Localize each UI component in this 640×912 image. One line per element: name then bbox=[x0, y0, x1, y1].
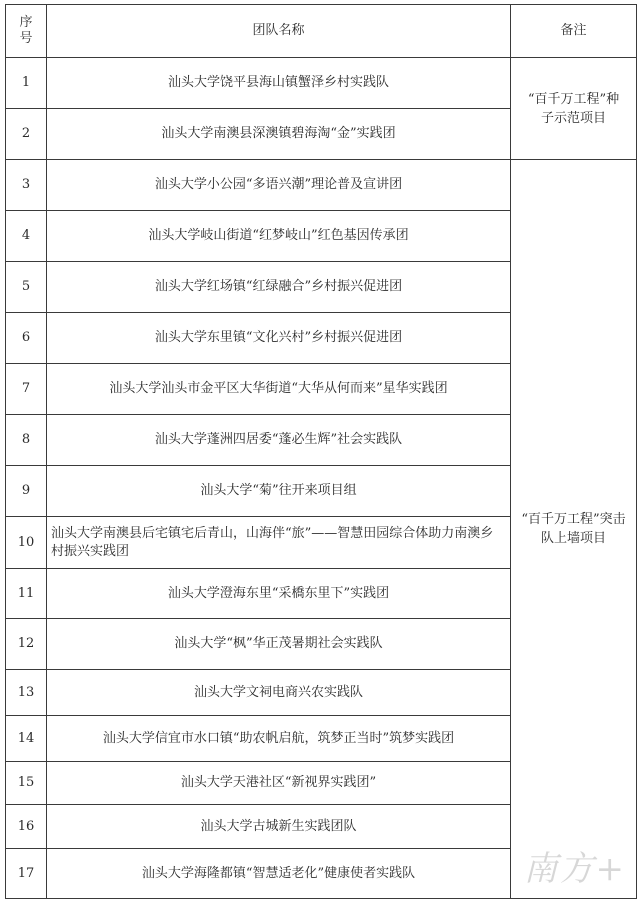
note-group-2 bbox=[511, 160, 637, 899]
note-group-1-text: “百千万工程”种子示范项目 bbox=[527, 91, 620, 126]
header-index-text: 序号 bbox=[19, 14, 33, 46]
row-team-name: 汕头大学小公园“多语兴潮”理论普及宣讲团 bbox=[47, 160, 511, 211]
row-index: 8 bbox=[6, 415, 47, 466]
note-group-2-text: “百千万工程”突击队上墙项目 bbox=[521, 512, 626, 546]
row-team-name: 汕头大学澄海东里“采橋东里下”实践团 bbox=[47, 569, 511, 619]
row-index: 15 bbox=[6, 762, 47, 805]
row-team-name: 汕头大学古城新生实践团队 bbox=[47, 805, 511, 849]
row-team-name: 汕头大学饶平县海山镇蟹泽乡村实践队 bbox=[47, 58, 511, 109]
row-index: 3 bbox=[6, 160, 47, 211]
row-index: 11 bbox=[6, 569, 47, 619]
row-index: 9 bbox=[6, 466, 47, 517]
row-team-name: 汕头大学文祠电商兴农实践队 bbox=[47, 670, 511, 716]
row-team-name: 汕头大学天港社区“新视界实践团” bbox=[47, 762, 511, 805]
row-index: 10 bbox=[6, 517, 47, 569]
row-team-name: 汕头大学“枫”华正茂暑期社会实践队 bbox=[47, 619, 511, 670]
row-index: 13 bbox=[6, 670, 47, 716]
row-team-name: 汕头大学海隆都镇“智慧适老化”健康使者实践队 bbox=[47, 849, 511, 899]
header-row bbox=[6, 5, 637, 58]
row-index: 4 bbox=[6, 211, 47, 262]
row-team-name: 汕头大学红场镇“红绿融合”乡村振兴促进团 bbox=[47, 262, 511, 313]
teams-table bbox=[5, 4, 637, 899]
row-team-name: 汕头大学南澳县深澳镇碧海淘“金”实践团 bbox=[47, 109, 511, 160]
row-team-name: 汕头大学信宜市水口镇“助农帆启航，筑梦正当时”筑梦实践团 bbox=[47, 716, 511, 762]
row-team-name: 汕头大学岐山街道“红梦岐山”红色基因传承团 bbox=[47, 211, 511, 262]
note-group-1 bbox=[511, 58, 637, 160]
table-row bbox=[6, 58, 637, 109]
row-index: 16 bbox=[6, 805, 47, 849]
table-row bbox=[6, 160, 637, 211]
row-index: 1 bbox=[6, 58, 47, 109]
row-team-name: 汕头大学汕头市金平区大华街道“大华从何而来”星华实践团 bbox=[47, 364, 511, 415]
row-index: 6 bbox=[6, 313, 47, 364]
watermark-logo: 南方+ bbox=[523, 849, 626, 889]
row-index: 5 bbox=[6, 262, 47, 313]
header-team-name: 团队名称 bbox=[47, 5, 511, 58]
row-index: 7 bbox=[6, 364, 47, 415]
row-index: 14 bbox=[6, 716, 47, 762]
row-team-name: 汕头大学东里镇“文化兴村”乡村振兴促进团 bbox=[47, 313, 511, 364]
header-index bbox=[6, 5, 47, 58]
header-note: 备注 bbox=[511, 5, 637, 58]
row-index: 2 bbox=[6, 109, 47, 160]
row-team-name: 汕头大学“菊”往开来项目组 bbox=[47, 466, 511, 517]
row-team-name: 汕头大学蓬洲四居委“蓬必生辉”社会实践队 bbox=[47, 415, 511, 466]
row-index: 12 bbox=[6, 619, 47, 670]
row-index: 17 bbox=[6, 849, 47, 899]
row-team-name: 汕头大学南澳县后宅镇宅后青山，山海伴“旅”——智慧田园综合体助力南澳乡村振兴实践团 bbox=[47, 517, 511, 569]
